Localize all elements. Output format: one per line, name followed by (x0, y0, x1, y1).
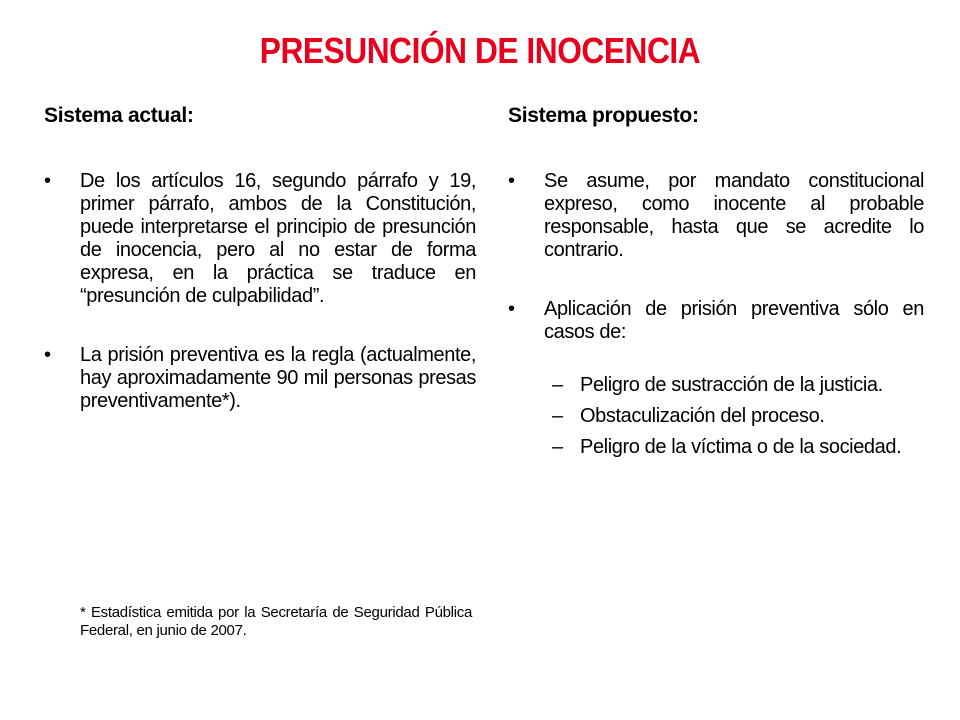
bullet-text: Se asume, por mandato constitucional expreso, como inocente al probable responsable, hasta que se acredite lo contrario. (544, 170, 924, 261)
bullet-text: De los artículos 16, segundo párrafo y 19, primer párrafo, ambos de la Constitución, puede interpretarse el principio de presunción de inocencia, pero al no estar de forma expresa, en la práctica se traduce en “presunción de culpabilidad”. (80, 170, 476, 307)
case-item (508, 405, 924, 428)
preventive-prison-cases-list (508, 374, 924, 459)
current-system-bullet-2 (44, 344, 476, 413)
dash-icon: – (552, 436, 563, 458)
proposed-system-bullet-1 (508, 170, 924, 262)
proposed-system-heading: Sistema propuesto: (508, 104, 699, 127)
bullet-text: Aplicación de prisión preventiva sólo en casos de: (544, 298, 924, 343)
bullet-icon: • (44, 170, 51, 192)
proposed-system-bullet-2 (508, 298, 924, 344)
footnote: * Estadística emitida por la Secretaría de Seguridad Pública Federal, en junio de 2007. (80, 604, 472, 639)
dash-icon: – (552, 405, 563, 427)
slide-title: PRESUNCIÓN DE INOCENCIA (259, 30, 701, 71)
bullet-icon: • (508, 298, 515, 320)
case-item-text: Obstaculización del proceso. (580, 405, 825, 427)
current-system-heading: Sistema actual: (44, 104, 194, 127)
bullet-text: La prisión preventiva es la regla (actualmente, hay aproximadamente 90 mil personas presas preventivamente*). (80, 344, 476, 412)
current-system-column (44, 104, 476, 449)
bullet-icon: • (508, 170, 515, 192)
bullet-icon: • (44, 344, 51, 366)
case-item-text: Peligro de sustracción de la justicia. (580, 374, 883, 396)
case-item-text: Peligro de la víctima o de la sociedad. (580, 436, 902, 458)
dash-icon: – (552, 374, 563, 396)
current-system-bullet-1 (44, 170, 476, 308)
case-item (508, 436, 924, 459)
proposed-system-column (508, 104, 924, 467)
case-item (508, 374, 924, 397)
